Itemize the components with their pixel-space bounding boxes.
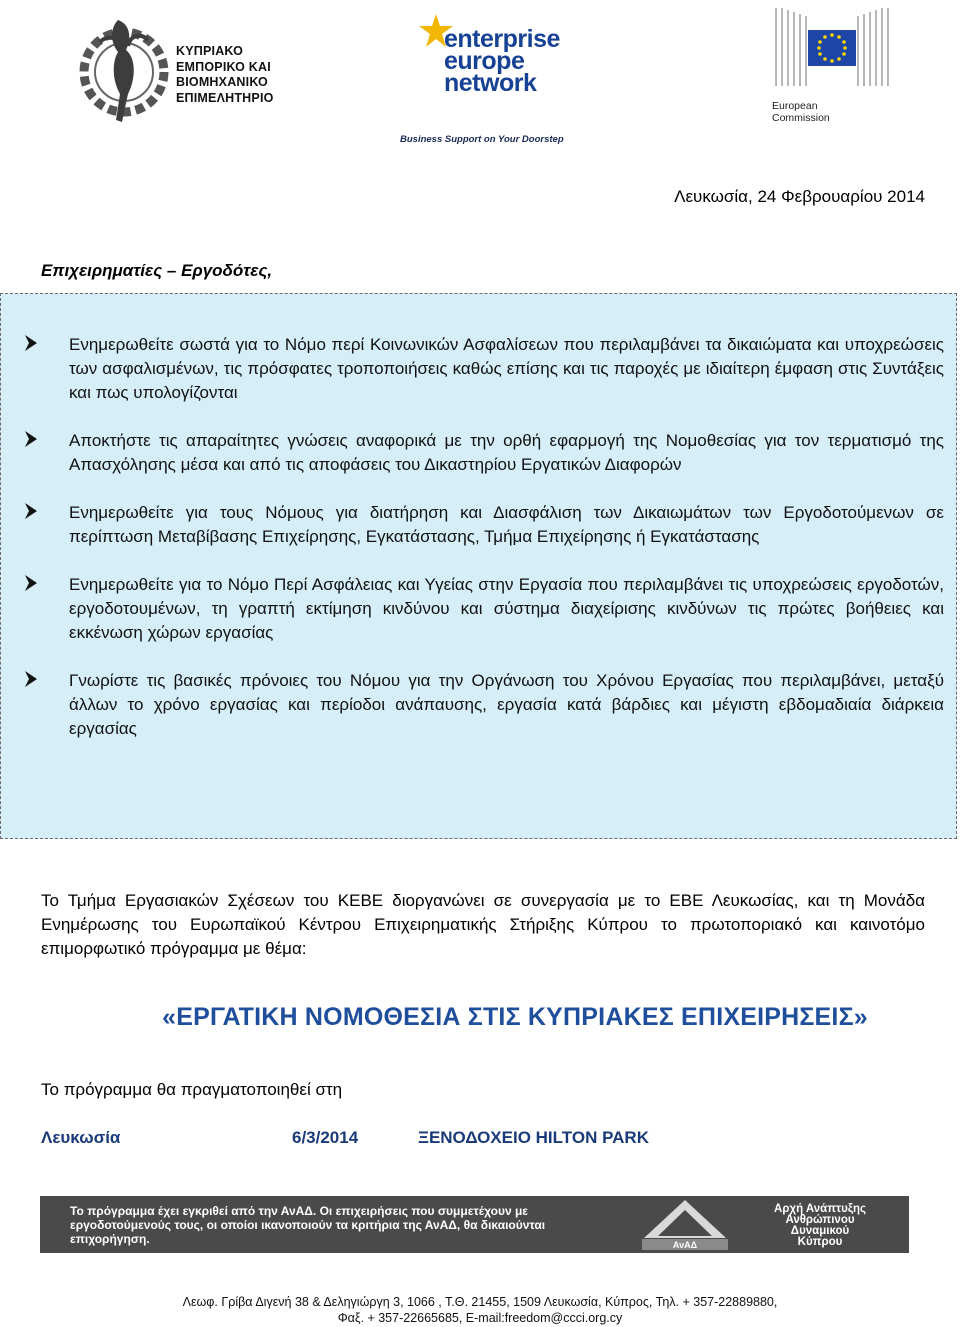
banner-text: Το πρόγραμμα έχει εγκριθεί από την ΑνΑΔ. Οι επιχειρήσεις που συμμετέχουν με εργοδοτούμενούς τους, οι οποίοι ικανοποιούν τα κριτήρια της ΑνΑΔ, θα δικαιούνται επιχορήγηση. [70, 1204, 546, 1246]
ec-name [772, 100, 830, 124]
anad-logo-icon [640, 1198, 730, 1251]
ec-logo [770, 2, 890, 132]
salutation: Επιχειρηματίες – Εργοδότες, [41, 261, 273, 280]
venue-date: 6/3/2014 [292, 1128, 359, 1147]
bullet-text: Αποκτήστε τις απαραίτητες γνώσεις αναφορικά με την ορθή εφαρμογή της Νομοθεσίας για τον τερματισμό της Απασχόλησης μέσα και από τις αποφάσεις του Δικαστηρίου Εργατικών Διαφορών [69, 431, 944, 474]
een-logo [400, 6, 600, 146]
list-item [24, 573, 944, 645]
list-item [24, 669, 944, 741]
een-line: network [444, 69, 537, 97]
org-line: Αρχή Ανάπτυξης [774, 1203, 866, 1215]
intro-paragraph: Το Τμήμα Εργασιακών Σχέσεων του ΚΕΒΕ διοργανώνει σε συνεργασία με το ΕΒΕ Λευκωσίας, και τη Μονάδα Ενημέρωσης του Ευρωπαϊκού Κέντρου Επιχειρηματικής Στήριξης Κύπρου το πρωτοποριακό και καινοτόμο επιμορφωτικό πρόγραμμα με θέμα: [41, 891, 925, 958]
org-line: Δυναμικού [790, 1225, 850, 1237]
venue-intro: Το πρόγραμμα θα πραγματοποιηθεί στη [41, 1080, 343, 1099]
venue-hotel: ΞΕΝΟΔΟΧΕΙΟ HILTON PARK [418, 1128, 649, 1147]
org-line: Κύπρου [797, 1236, 843, 1248]
arrowhead-bullet-icon [24, 574, 38, 592]
bullet-text: Ενημερωθείτε για τους Νόμους για διατήρηση και Διασφάλιση των Δικαιωμάτων των Εργοδοτούμενων σε περίπτωση Μεταβίβασης Επιχείρησης, Εγκατάστασης, Τμήμα Επιχείρησης ή Εγκατάστασης [69, 503, 944, 546]
bullet-list [24, 333, 944, 765]
arrowhead-bullet-icon [24, 430, 38, 448]
arrowhead-bullet-icon [24, 502, 38, 520]
keve-line: ΕΜΠΟΡΙΚΟ ΚΑΙ [176, 59, 271, 74]
eu-flag-icon [774, 6, 890, 88]
footer-fax-email: Φαξ. + 357-22665685, E-mail:freedom@ccci.org.cy [337, 1311, 623, 1325]
arrowhead-bullet-icon [24, 334, 38, 352]
keve-name [176, 44, 274, 106]
footer-contact [0, 1294, 960, 1326]
bullet-text: Γνωρίστε τις βασικές πρόνοιες του Νόμου για την Οργάνωση του Χρόνου Εργασίας που περιλαμβάνει, μεταξύ άλλων το χρόνο εργασίας και περίοδοι ανάπαυσης, εργασία κατά βάρδιες και μέγιστη εβδομαδιαία διάρκεια εργασίας [69, 671, 944, 738]
keve-line: ΕΠΙΜΕΛΗΤΗΡΙΟ [176, 90, 274, 105]
keve-emblem-icon [78, 12, 170, 130]
footer-address: Λεωφ. Γρίβα Διγενή 38 & Δεληγιώργη 3, 1066 , Τ.Θ. 21455, 1509 Λευκωσία, Κύπρος, Τηλ. + 357-22889880, [182, 1295, 778, 1309]
ec-line: Commission [772, 112, 830, 124]
anad-banner [40, 1196, 909, 1253]
letter-date: Λευκωσία, 24 Φεβρουαρίου 2014 [674, 187, 925, 206]
een-tagline: Business Support on Your Doorstep [400, 134, 564, 145]
een-name [444, 25, 560, 97]
anad-org-name [740, 1204, 900, 1248]
anad-mark-label: ΑνΑΔ [672, 1240, 698, 1250]
keve-logo [78, 12, 288, 130]
org-line: Ανθρώπινου [785, 1214, 855, 1226]
list-item [24, 333, 944, 405]
list-item [24, 429, 944, 477]
program-title: «ΕΡΓΑΤΙΚΗ ΝΟΜΟΘΕΣΙΑ ΣΤΙΣ ΚΥΠΡΙΑΚΕΣ ΕΠΙΧΕΙΡΗΣΕΙΣ» [162, 1003, 868, 1031]
arrowhead-bullet-icon [24, 670, 38, 688]
list-item [24, 501, 944, 549]
een-line: europe [444, 47, 525, 75]
bullet-text: Ενημερωθείτε σωστά για το Νόμο περί Κοινωνικών Ασφαλίσεων που περιλαμβάνει τα δικαιώματα και υποχρεώσεις των ασφαλισμένων, τις πρόσφατες τροποποιήσεις καθώς επίσης και τις παροχές με ιδιαίτερη έμφαση στις Συντάξεις και πως υπολογίζονται [69, 335, 944, 402]
bullet-text: Ενημερωθείτε για το Νόμο Περί Ασφάλειας και Υγείας στην Εργασία που περιλαμβάνει τις υποχρεώσεις εργοδοτών, εργοδοτουμένων, τη γραπτή εκτίμηση κινδύνου και σύστημα διαχείρισης κινδύνων τις πρώτες βοήθειες και εκκένωση χώρων εργασίας [69, 575, 944, 642]
ec-line: European [772, 100, 818, 112]
keve-line: ΚΥΠΡΙΑΚΟ [176, 44, 244, 58]
venue-city: Λευκωσία [41, 1128, 121, 1147]
keve-line: ΒΙΟΜΗΧΑΝΙΚΟ [176, 75, 268, 89]
een-line: enterprise [444, 25, 560, 53]
